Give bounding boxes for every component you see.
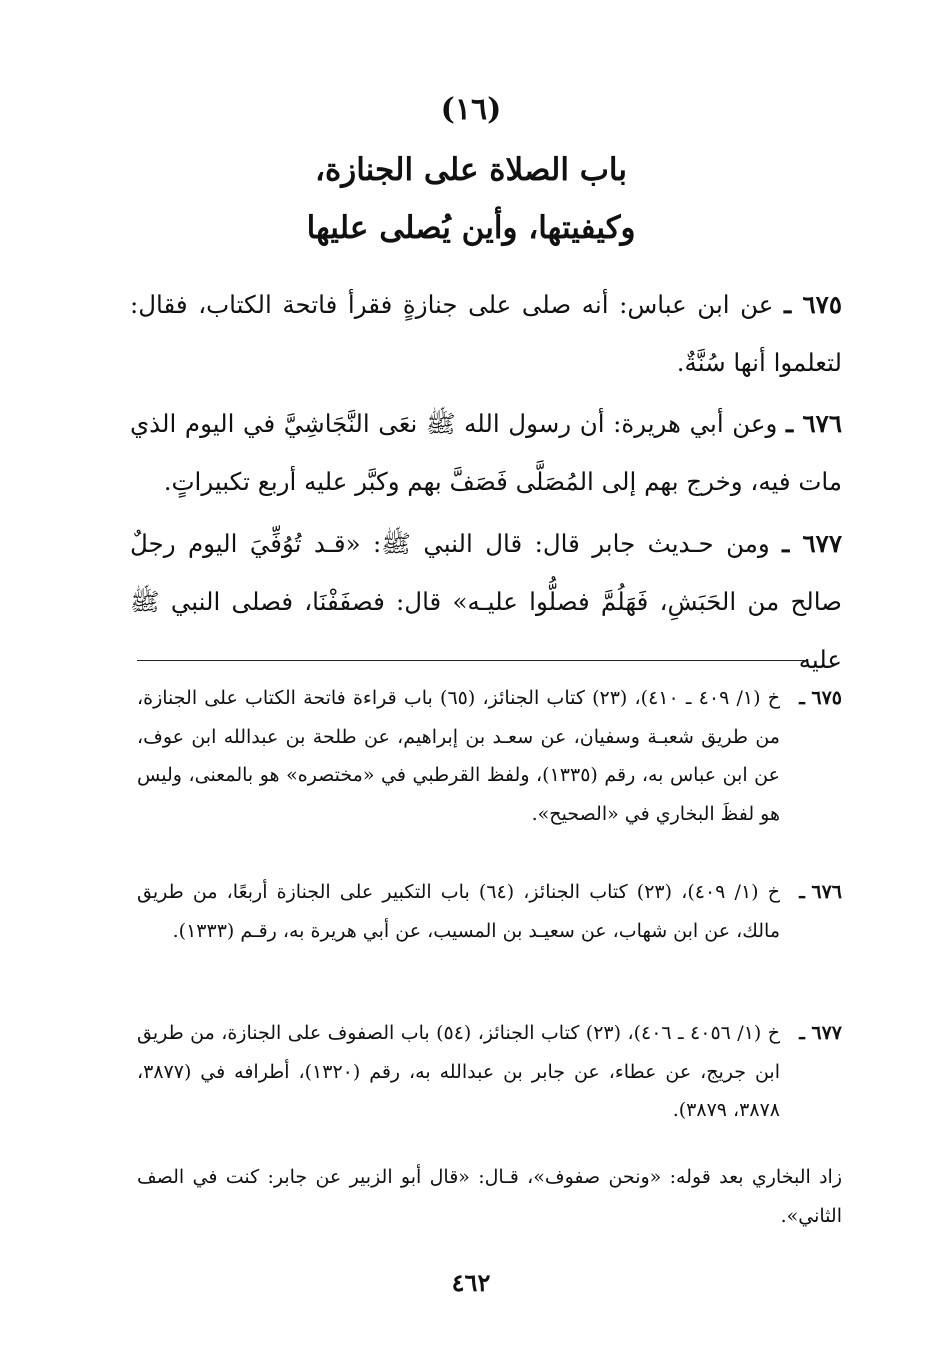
footnote-number: ٦٧٦ ـ	[799, 881, 842, 903]
hadith-number: ٦٧٥ ـ	[784, 290, 842, 319]
footnote-text: خ (١/ ٤٠٥٦ ـ ٤٠٦)، (٢٣) كتاب الجنائز، (٥٤) باب الصفوف على الجنازة، من طريق ابن جريج، عن عطاء، عن جابر بن عبدالله به، رقم (١٣٢٠)، أطرافه في (٣٨٧٧، ٣٨٧٨، ٣٨٧٩).	[137, 1022, 780, 1121]
hadith-text: عن ابن عباس: أنه صلى على جنازةٍ فقرأ فاتحة الكتاب، فقال: لتعلموا أنها سُنَّةٌ.	[130, 290, 842, 377]
hadith-number: ٦٧٧ ـ	[782, 529, 842, 558]
footnote-number: ٦٧٧ ـ	[799, 1022, 842, 1044]
chapter-title-line-2: وكيفيتها، وأين يُصلى عليها	[306, 210, 636, 246]
chapter-title-line-1: باب الصلاة على الجنازة،	[315, 152, 627, 188]
hadith-676	[130, 395, 842, 511]
footnote-text: خ (١/ ٤٠٩ ـ ٤١٠)، (٢٣) كتاب الجنائز، (٦٥) باب قراءة فاتحة الكتاب على الجنازة، من طريق شعبـة وسفيان، عن سعـد بن إبراهيم، عن طلحة بن عبدالله ابن عوف، عن ابن عباس به، رقم (١٣٣٥)، ولفظ القرطبي في «مختصره» هو بالمعنى، وليس هو لفظَ البخاري في «الصحيح».	[137, 687, 780, 825]
footnote-number: ٦٧٥ ـ	[799, 687, 842, 709]
hadith-text: ومن حـديث جابر قال: قال النبي ﷺ: «قـد تُوُفِّيَ اليوم رجلٌ صالح من الحَبَشِ، فَهَلُمَّ فصلُّوا عليـه» قال: فصفَفْنَا، فصلى النبي ﷺ عليه	[130, 529, 842, 674]
hadith-number: ٦٧٦ ـ	[785, 409, 842, 438]
hadith-677	[130, 515, 842, 689]
footnote-675	[137, 679, 842, 833]
footnote-divider	[137, 660, 807, 661]
footnote-addition-text: زاد البخاري بعد قوله: «ونحن صفوف»، قـال: «قال أبو الزبير عن جابر: كنت في الصف الثاني».	[137, 1166, 842, 1227]
footnote-677	[137, 1014, 842, 1130]
footnote-676	[137, 873, 842, 950]
footnote-addition	[137, 1158, 842, 1235]
page-number: ٤٦٢	[451, 1268, 491, 1297]
chapter-number: (١٦)	[440, 92, 502, 127]
footnote-text: خ (١/ ٤٠٩)، (٢٣) كتاب الجنائز، (٦٤) باب التكبير على الجنازة أربعًا، من طريق مالك، عن ابن شهاب، عن سعيـد بن المسيب، عن أبي هريرة به، رقـم (١٣٣٣).	[137, 881, 780, 942]
hadith-text: وعن أبي هريرة: أن رسول الله ﷺ نعَى النَّجَاشِيَّ في اليوم الذي مات فيه، وخرج بهم إلى المُصَلَّى فَصَفَّ بهم وكبَّر عليه أربع تكبيراتٍ.	[130, 409, 842, 496]
hadith-675	[130, 276, 842, 392]
